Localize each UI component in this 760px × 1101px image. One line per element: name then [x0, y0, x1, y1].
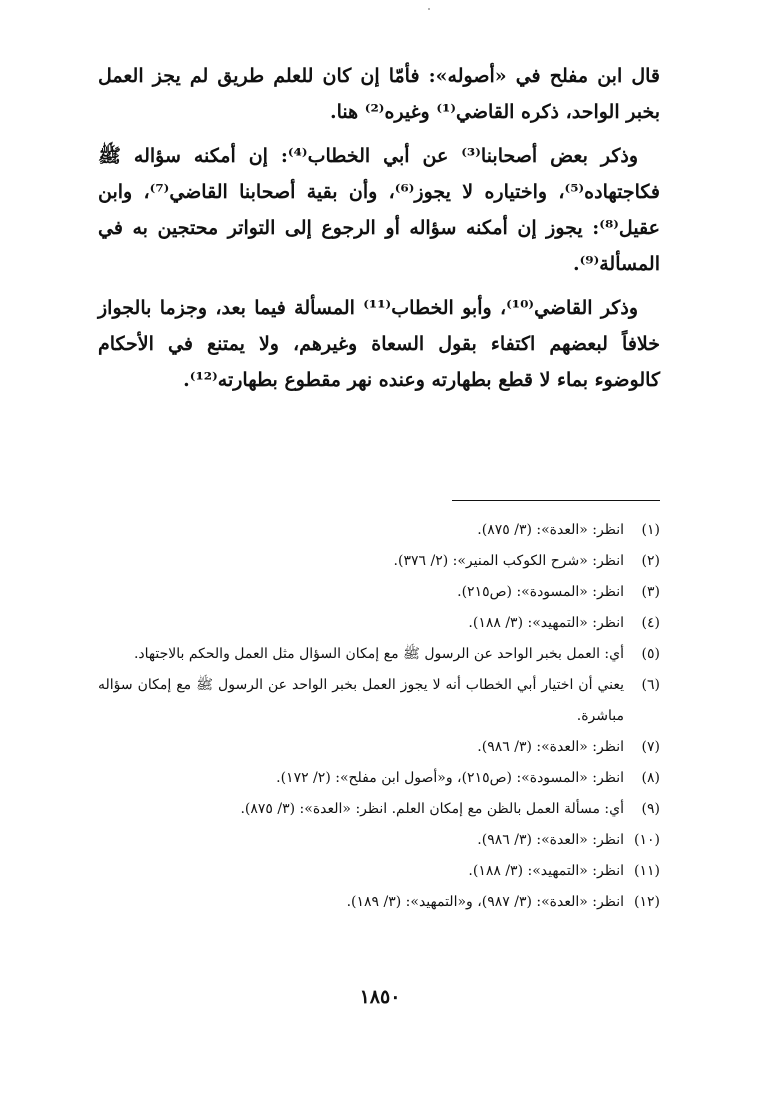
footnotes-list — [98, 515, 660, 918]
footnote-text: انظر: «المسودة»: (ص٢١٥)، و«أصول ابن مفلح»: (٢/ ١٧٢). — [276, 770, 624, 786]
footnote-text: انظر: «التمهيد»: (٣/ ١٨٨). — [468, 863, 624, 879]
paragraph-1: قال ابن مفلح في «أصوله»: فأمّا إن كان للعلم طريق لم يجز العمل بخبر الواحد، ذكره القاضي⁽¹⁾ وغيره⁽²⁾ هنا. — [98, 65, 660, 123]
footnote-4 — [98, 608, 660, 639]
paragraph-3: وذكر القاضي⁽¹⁰⁾، وأبو الخطاب⁽¹¹⁾ المسألة فيما بعد، وجزما بالجواز خلافاً لبعضهم اكتفاء بقول السعاة وغيرهم، ولا يمتنع في الأحكام كالوضوء بماء لا قطع بطهارته وعنده نهر مقطوع بطهارته⁽¹²⁾. — [98, 297, 660, 391]
footnote-6 — [98, 670, 660, 732]
footnote-number: (١١) — [634, 863, 660, 879]
footnote-text: انظر: «العدة»: (٣/ ٩٨٧)، و«التمهيد»: (٣/ ١٨٩). — [346, 894, 624, 910]
footnote-number: (٩) — [641, 801, 660, 817]
footnote-number: (٦) — [641, 677, 660, 693]
footnote-7 — [98, 732, 660, 763]
footnote-5 — [98, 639, 660, 670]
footnote-number: (٨) — [641, 770, 660, 786]
footnote-text: انظر: «شرح الكوكب المنير»: (٢/ ٣٧٦). — [393, 553, 624, 569]
footnote-text: أي: مسألة العمل بالظن مع إمكان العلم. انظر: «العدة»: (٣/ ٨٧٥). — [240, 801, 624, 817]
page-number: ١٨٥٠ — [359, 986, 401, 1008]
footnote-text: انظر: «العدة»: (٣/ ٨٧٥). — [477, 522, 624, 538]
footnote-text: أي: العمل بخبر الواحد عن الرسول ﷺ مع إمكان السؤال مثل العمل والحكم بالاجتهاد. — [133, 646, 624, 662]
footnote-text: انظر: «العدة»: (٣/ ٩٨٦). — [477, 832, 624, 848]
footnote-1 — [98, 515, 660, 546]
footnote-12 — [98, 887, 660, 918]
paragraph-2: وذكر بعض أصحابنا⁽³⁾ عن أبي الخطاب⁽⁴⁾: إن أمكنه سؤاله ﷺ فكاجتهاده⁽⁵⁾، واختياره لا يجوز⁽⁶⁾، وأن بقية أصحابنا القاضي⁽⁷⁾، وابن عقيل⁽⁸⁾: يجوز إن أمكنه سؤاله أو الرجوع إلى التواتر محتجين به في المسألة⁽⁹⁾. — [98, 145, 660, 275]
footnote-number: (١٢) — [634, 894, 660, 910]
footnote-number: (١) — [641, 522, 660, 538]
footnote-text: انظر: «العدة»: (٣/ ٩٨٦). — [477, 739, 624, 755]
footnote-number: (٤) — [641, 615, 660, 631]
footnote-number: (٢) — [641, 553, 660, 569]
footnote-10 — [98, 825, 660, 856]
footnote-text: انظر: «المسودة»: (ص٢١٥). — [457, 584, 624, 600]
footnote-number: (٥) — [641, 646, 660, 662]
footnote-divider — [452, 500, 660, 501]
footnote-number: (٧) — [641, 739, 660, 755]
footnote-9 — [98, 794, 660, 825]
page-speck — [428, 8, 430, 10]
footnote-number: (٣) — [641, 584, 660, 600]
footnote-8 — [98, 763, 660, 794]
footnote-3 — [98, 577, 660, 608]
footnote-2 — [98, 546, 660, 577]
footnote-number: (١٠) — [634, 832, 660, 848]
footnote-text: انظر: «التمهيد»: (٣/ ١٨٨). — [468, 615, 624, 631]
footnote-11 — [98, 856, 660, 887]
main-text — [98, 58, 660, 406]
footnote-text: يعني أن اختيار أبي الخطاب أنه لا يجوز العمل بخبر الواحد عن الرسول ﷺ مع إمكان سؤاله مباشرة. — [98, 677, 624, 724]
